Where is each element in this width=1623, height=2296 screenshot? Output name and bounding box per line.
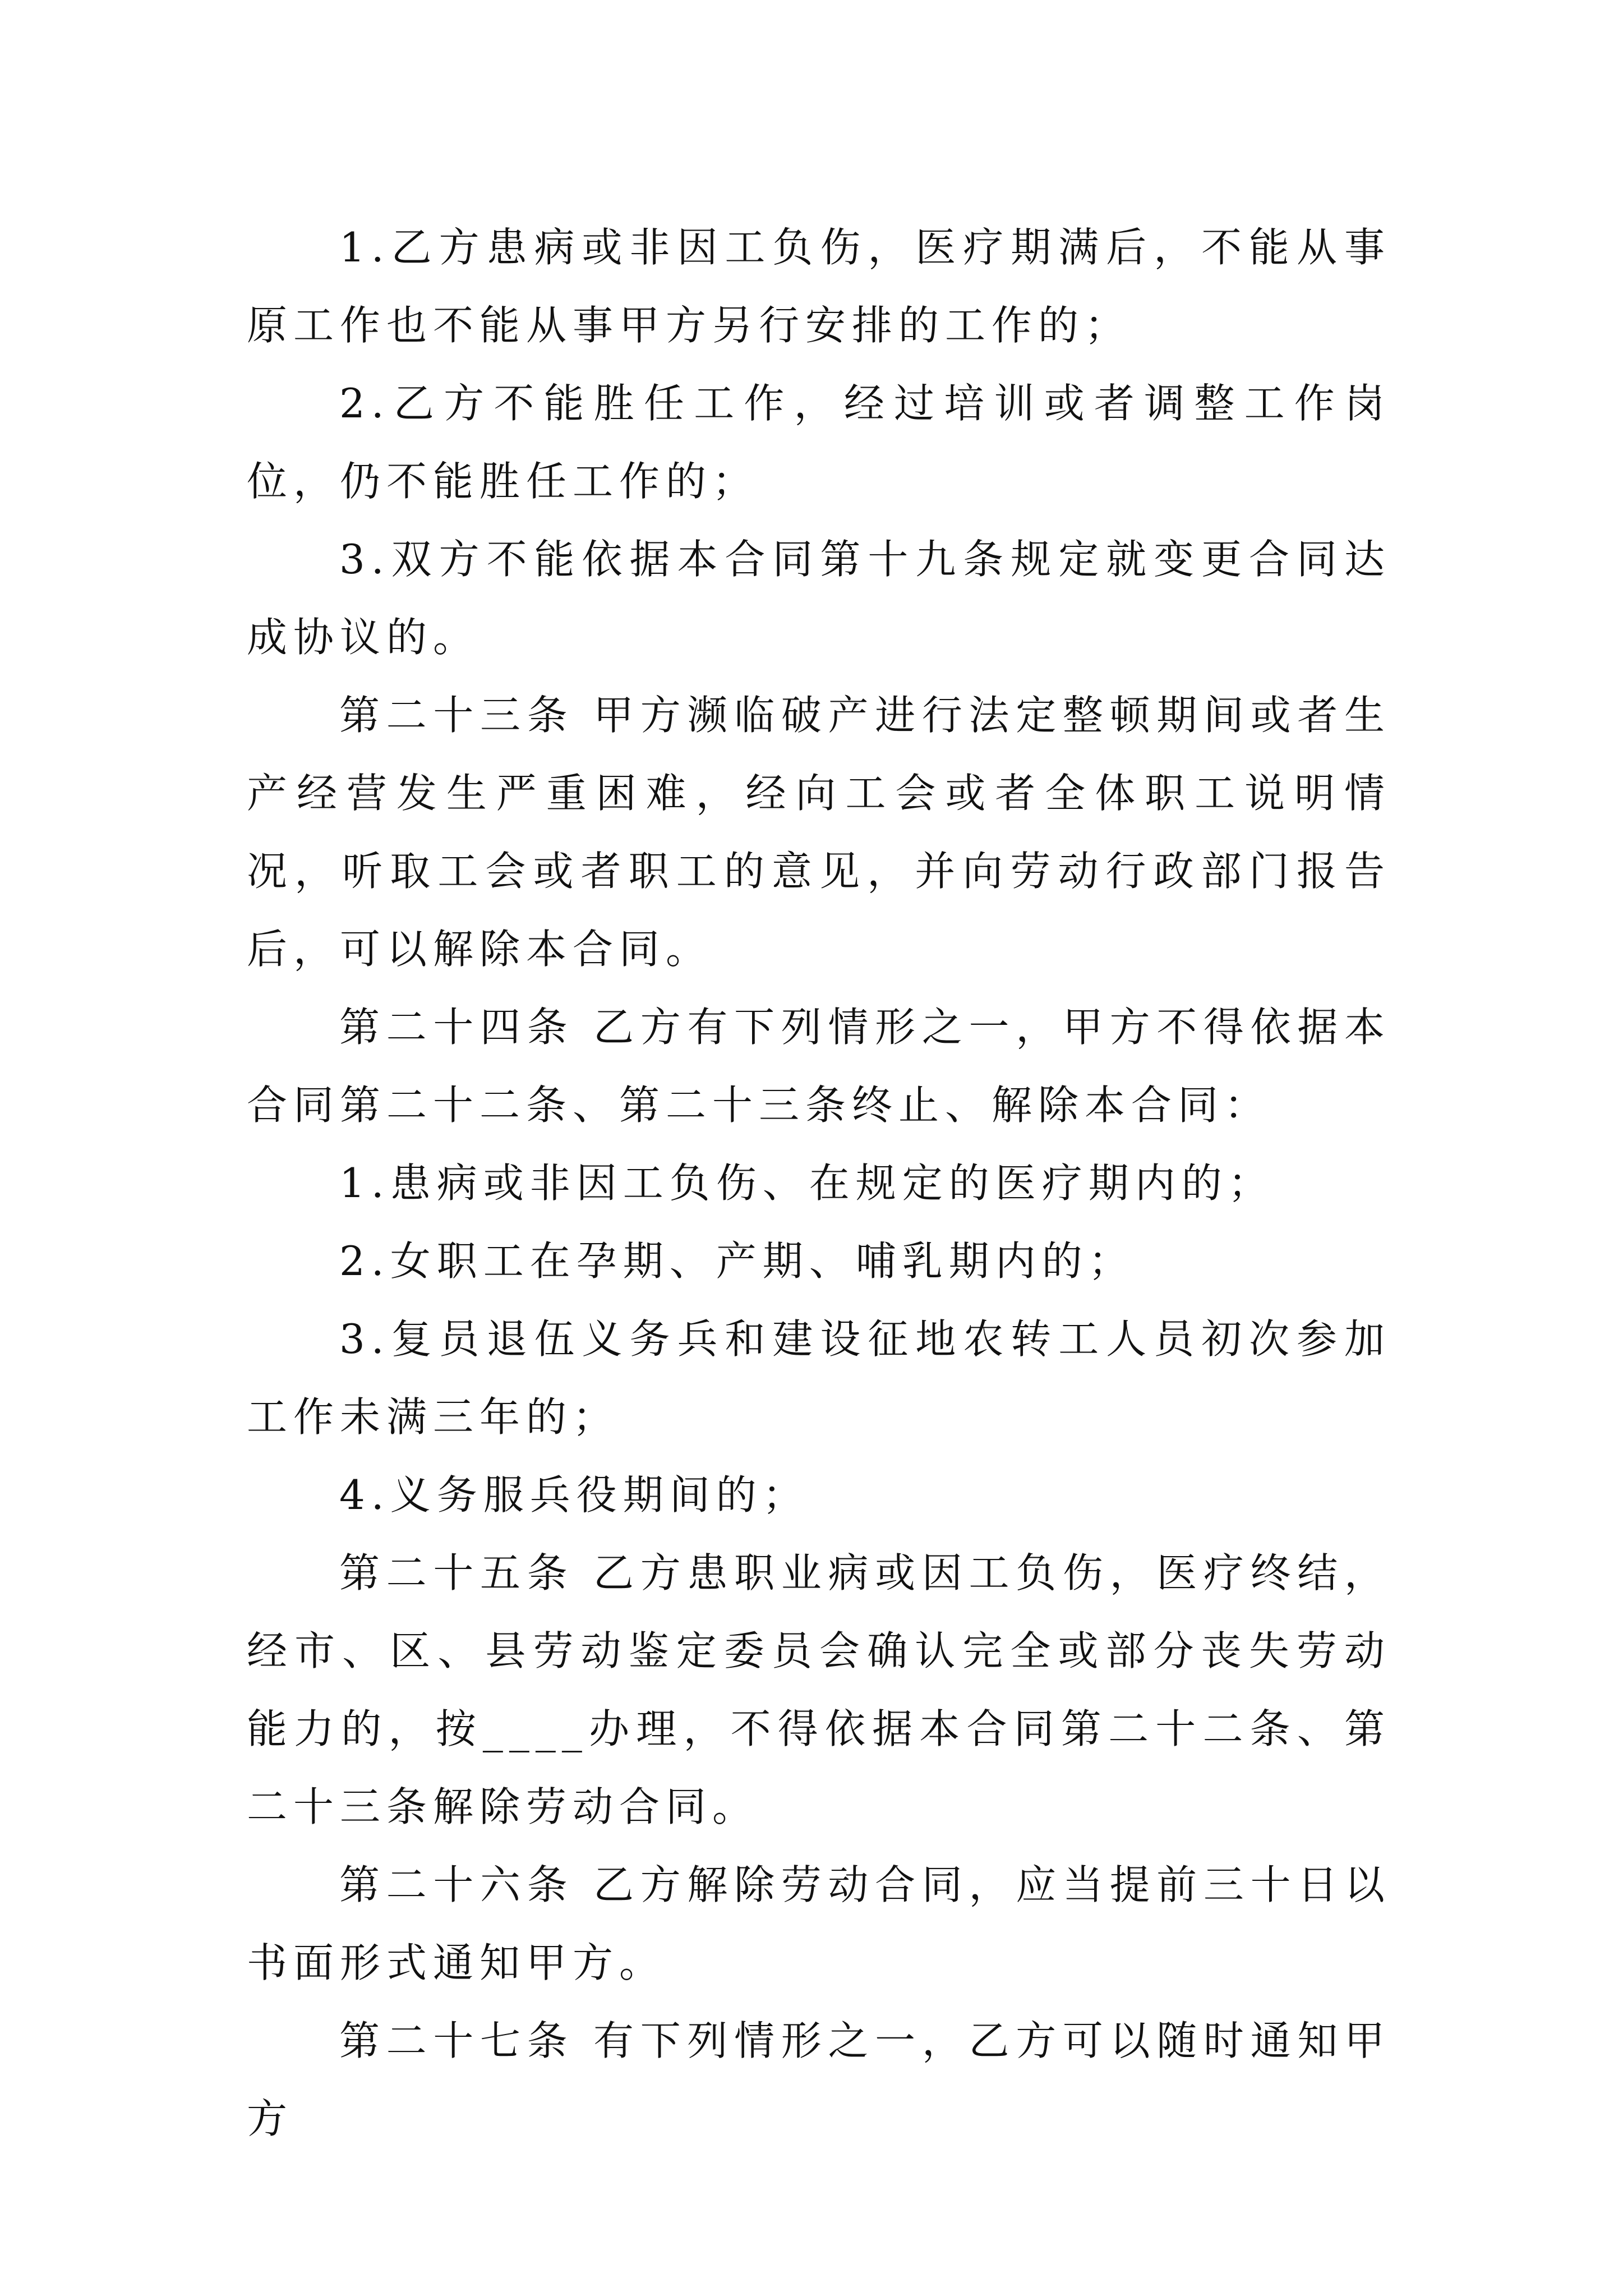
clause-item-1: 1.乙方患病或非因工负伤，医疗期满后，不能从事原工作也不能从事甲方另行安排的工作的； <box>247 224 1391 349</box>
article-23: 第二十三条 甲方濒临破产进行法定整顿期间或者生产经营发生严重困难，经向工会或者全体职工说明情况，听取工会或者职工的意见，并向劳动行政部门报告后，可以解除本合同。 <box>247 692 1391 973</box>
clause-item-2: 2.乙方不能胜任工作，经过培训或者调整工作岗位，仍不能胜任工作的； <box>247 380 1391 505</box>
clause-item-3: 3.双方不能依据本合同第十九条规定就变更合同达成协议的。 <box>247 536 1391 661</box>
article-27: 第二十七条 有下列情形之一，乙方可以随时通知甲方 <box>247 2017 1391 2142</box>
article-24-item-4: 4.义务服兵役期间的； <box>339 1471 809 1519</box>
article-26: 第二十六条 乙方解除劳动合同，应当提前三十日以书面形式通知甲方。 <box>247 1861 1391 1986</box>
article-24-item-3: 3.复员退伍义务兵和建设征地农转工人员初次参加工作未满三年的； <box>247 1315 1391 1441</box>
article-24-item-2: 2.女职工在孕期、产期、哺乳期内的； <box>339 1237 1135 1285</box>
contract-body <box>247 209 1391 2158</box>
article-25: 第二十五条 乙方患职业病或因工负伤，医疗终结，经市、区、县劳动鉴定委员会确认完全或部分丧失劳动能力的，按____办理，不得依据本合同第二十二条、第二十三条解除劳动合同。 <box>247 1549 1391 1830</box>
article-24-item-1: 1.患病或非因工负伤、在规定的医疗期内的； <box>339 1159 1275 1207</box>
article-24: 第二十四条 乙方有下列情形之一，甲方不得依据本合同第二十二条、第二十三条终止、解除本合同： <box>247 1004 1391 1129</box>
